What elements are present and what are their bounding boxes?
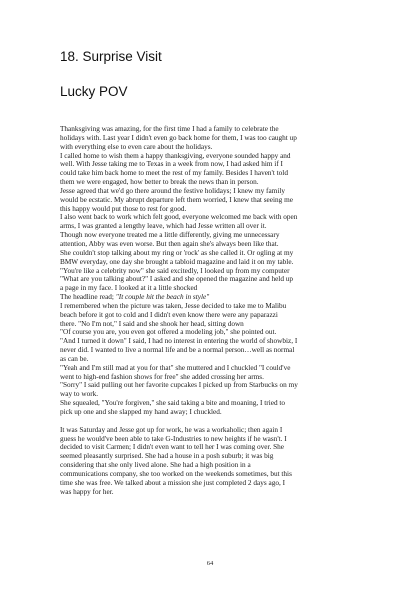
text-line: communications company, she too worked on the weekends sometimes, but this xyxy=(60,469,292,478)
text-line: I also went back to work which felt good, everyone welcomed me back with open xyxy=(60,213,298,222)
text-line: I called home to wish them a happy thanksgiving, everyone sounded happy and xyxy=(60,151,291,160)
paragraph-2 xyxy=(60,302,370,417)
headline-quote: "It couple hit the beach in style" xyxy=(115,293,210,302)
chapter-title: 18. Surprise Visit xyxy=(60,49,162,64)
text-line: with everything else to even care about the holidays. xyxy=(60,142,213,151)
text-line: BMW everyday, one day she brought a tabloid magazine and laid it on my table. xyxy=(60,257,294,266)
chapter-body xyxy=(60,125,370,496)
paragraph-1 xyxy=(60,125,370,293)
text-line: "Yeah and I'm still mad at you for that" she muttered and I chuckled "I could've xyxy=(60,363,291,372)
text-line: holidays with. Last year I didn't even go back home for them, I was too caught up xyxy=(60,133,297,142)
text-line: I remembered when the picture was taken, Jesse decided to take me to Malibu xyxy=(60,301,287,310)
text-line: arms, I was granted a lengthy leave, which had Jesse written all over it. xyxy=(60,222,267,231)
text-line: could take him back home to meet the rest of my family. Besides I haven't told xyxy=(60,169,288,178)
text-line: well. With Jesse taking me to Texas in a week from now, I had asked him if I xyxy=(60,160,283,169)
text-line: guess he would've been able to take G-Industries to new heights if he wasn't. I xyxy=(60,434,287,443)
text-line: Thanksgiving was amazing, for the first time I had a family to celebrate the xyxy=(60,125,279,133)
paragraph-gap xyxy=(60,417,370,426)
text-line: decided to visit Carmen; I didn't even want to tell her I was coming over. She xyxy=(60,443,284,452)
text-line: beach before it got to cold and I didn't even know there were any paparazzi xyxy=(60,310,278,319)
text-line: She squealed, "You're forgiven," she said taking a bite and moaning, I tried to xyxy=(60,399,286,408)
text-line: a page in my face. I looked at it a little shocked xyxy=(60,284,198,293)
text-line: time she was free. We talked about a mission she just completed 2 days ago, I xyxy=(60,478,285,487)
pov-heading: Lucky POV xyxy=(60,84,128,99)
text-line: "Sorry" I said pulling out her favorite cupcakes I picked up from Starbucks on my xyxy=(60,381,298,390)
text-line: as can be. xyxy=(60,354,89,363)
text-line: She couldn't stop talking about my ring or 'rock' as she called it. Or ogling at my xyxy=(60,248,294,257)
page-number: 64 xyxy=(206,560,214,567)
text-line: seemed pleasantly surprised. She had a house in a posh suburb; it was big xyxy=(60,452,274,461)
text-line: way to work. xyxy=(60,390,99,399)
text-line: there. "No I'm not," I said and she shook her head, sitting down xyxy=(60,319,244,328)
text-line: attention, Abby was even worse. But then again she's always been like that. xyxy=(60,239,279,248)
text-line: would be ecstatic. My abrupt departure left them worried, I knew that seeing me xyxy=(60,195,293,204)
text-line: this happy would put those to rest for good. xyxy=(60,204,187,213)
text-line: pick up one and she slapped my hand away; I chuckled. xyxy=(60,408,222,416)
text-line: "What are you talking about?" I asked and she opened the magazine and held up xyxy=(60,275,294,284)
text-line: "Of course you are, you even got offered a modeling job," she pointed out. xyxy=(60,328,277,337)
text-line: considering that she only lived alone. She had a high position in a xyxy=(60,461,251,470)
paragraph-3 xyxy=(60,426,370,497)
text-line: "You're like a celebrity now" she said excitedly, I looked up from my computer xyxy=(60,266,290,275)
text-line: them we were engaged, how better to break the news than in person. xyxy=(60,178,259,187)
text-line: "And I turned it down" I said, I had no interest in entering the world of showbiz, I xyxy=(60,337,298,346)
headline-prefix: The headline read; xyxy=(60,293,116,302)
text-line: went to high-end fashion shows for free" she added crossing her arms. xyxy=(60,372,264,381)
text-line: never did. I wanted to live a normal life and be a normal person…well as normal xyxy=(60,346,295,355)
text-line: Though now everyone treated me a little differently, giving me unnecessary xyxy=(60,231,280,240)
text-line: It was Saturday and Jesse got up for work, he was a workaholic; then again I xyxy=(60,425,283,434)
text-line: was happy for her. xyxy=(60,487,114,496)
text-line: Jesse agreed that we'd go there around the festive holidays; I knew my family xyxy=(60,186,285,195)
headline-line xyxy=(60,293,370,302)
